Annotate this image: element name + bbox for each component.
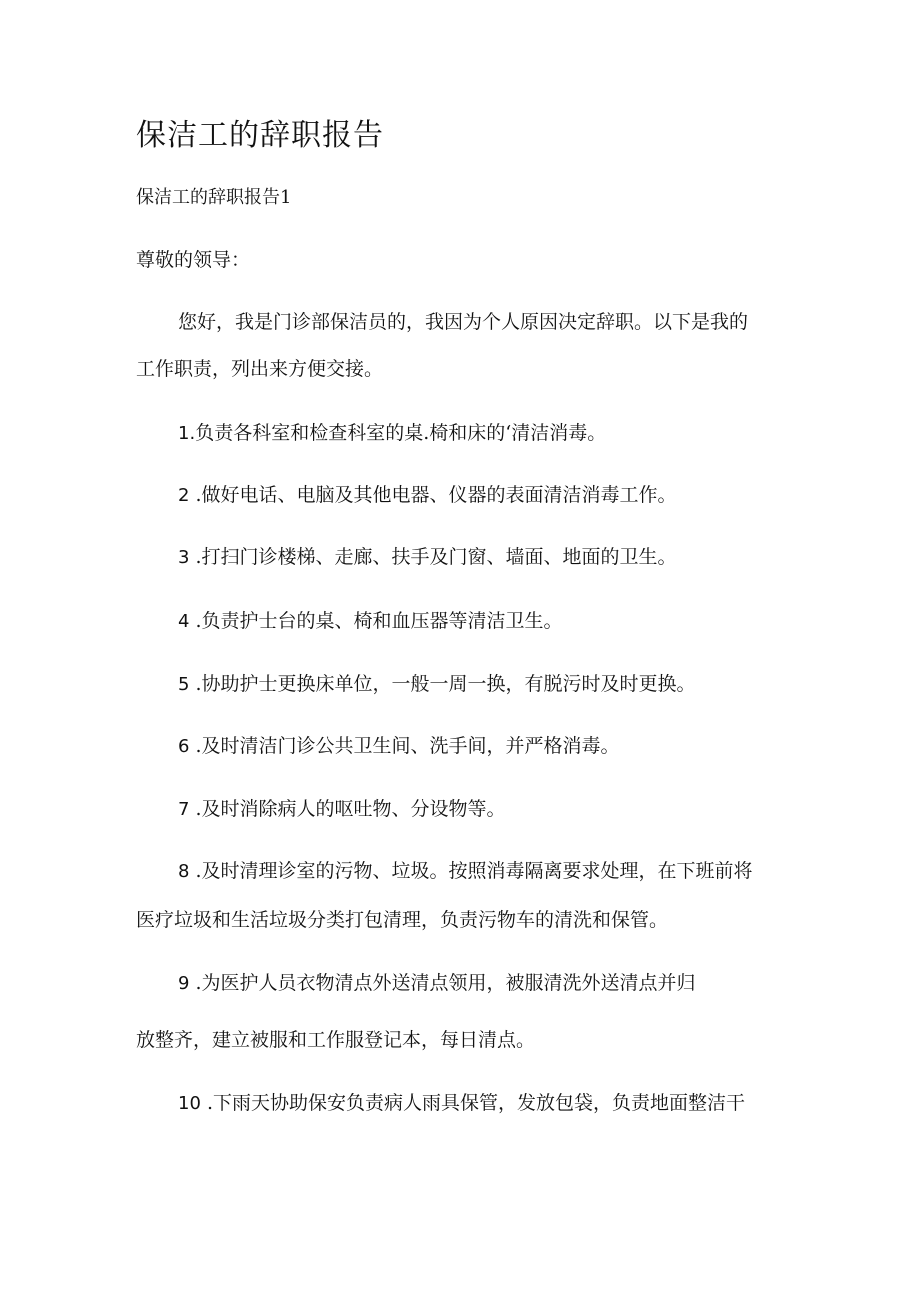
list-item bbox=[178, 857, 753, 886]
list-item-number: 2 bbox=[178, 485, 190, 506]
list-item-number: 8 bbox=[178, 861, 190, 882]
list-item bbox=[178, 969, 696, 998]
list-item-text: .及时清洁门诊公共卫生间、洗手间，并严格消毒。 bbox=[189, 735, 620, 757]
list-item-number: 10 bbox=[178, 1093, 201, 1114]
list-item bbox=[178, 795, 506, 824]
list-item bbox=[178, 543, 677, 572]
list-item-continuation bbox=[136, 1026, 535, 1054]
list-item-text: 医疗垃圾和生活垃圾分类打包清理，负责污物车的清洗和保管。 bbox=[136, 909, 669, 931]
list-item bbox=[178, 670, 696, 699]
document-title: 保洁工的辞职报告 bbox=[136, 118, 384, 153]
list-item-number: 9 bbox=[178, 973, 190, 994]
list-item-text: .及时清理诊室的污物、垃圾。按照消毒隔离要求处理，在下班前将 bbox=[189, 860, 753, 882]
list-item-text: .协助护士更换床单位，一般一周一换，有脱污时及时更换。 bbox=[189, 673, 696, 695]
list-item-continuation bbox=[136, 906, 668, 934]
list-item-text: .下雨天协助保安负责病人雨具保管，发放包袋，负责地面整洁干 bbox=[200, 1092, 745, 1114]
list-item bbox=[178, 481, 677, 510]
salutation: 尊敬的领导： bbox=[136, 249, 251, 271]
list-item-number: 3 bbox=[178, 547, 190, 568]
list-item-text: .做好电话、电脑及其他电器、仪器的表面清洁消毒工作。 bbox=[189, 484, 677, 506]
list-item bbox=[178, 607, 563, 636]
list-item bbox=[178, 419, 606, 448]
list-item-number: 5 bbox=[178, 674, 190, 695]
list-item-number: 7 bbox=[178, 799, 190, 820]
list-item bbox=[178, 732, 620, 761]
list-item-text: .为医护人员衣物清点外送清点领用，被服清洗外送清点并归 bbox=[189, 972, 696, 994]
list-item-text: .及时消除病人的呕吐物、分设物等。 bbox=[189, 798, 506, 820]
list-item-number: 6 bbox=[178, 736, 190, 757]
list-item-text: .负责护士台的桌、椅和血压器等清洁卫生。 bbox=[189, 610, 563, 632]
document-subtitle: 保洁工的辞职报告1 bbox=[136, 187, 292, 208]
list-item bbox=[178, 1089, 745, 1118]
list-item-number: 1. bbox=[178, 423, 196, 444]
list-item-text: 放整齐，建立被服和工作服登记本，每日清点。 bbox=[136, 1029, 536, 1051]
intro-line-1: 您好，我是门诊部保洁员的，我因为个人原因决定辞职。以下是我的 bbox=[178, 311, 749, 333]
list-item-text: 负责各科室和检查科室的桌.椅和床的‘清洁消毒。 bbox=[195, 422, 607, 444]
intro-line-2: 工作职责，列出来方便交接。 bbox=[136, 358, 384, 380]
list-item-number: 4 bbox=[178, 611, 190, 632]
list-item-text: .打扫门诊楼梯、走廊、扶手及门窗、墙面、地面的卫生。 bbox=[189, 546, 677, 568]
